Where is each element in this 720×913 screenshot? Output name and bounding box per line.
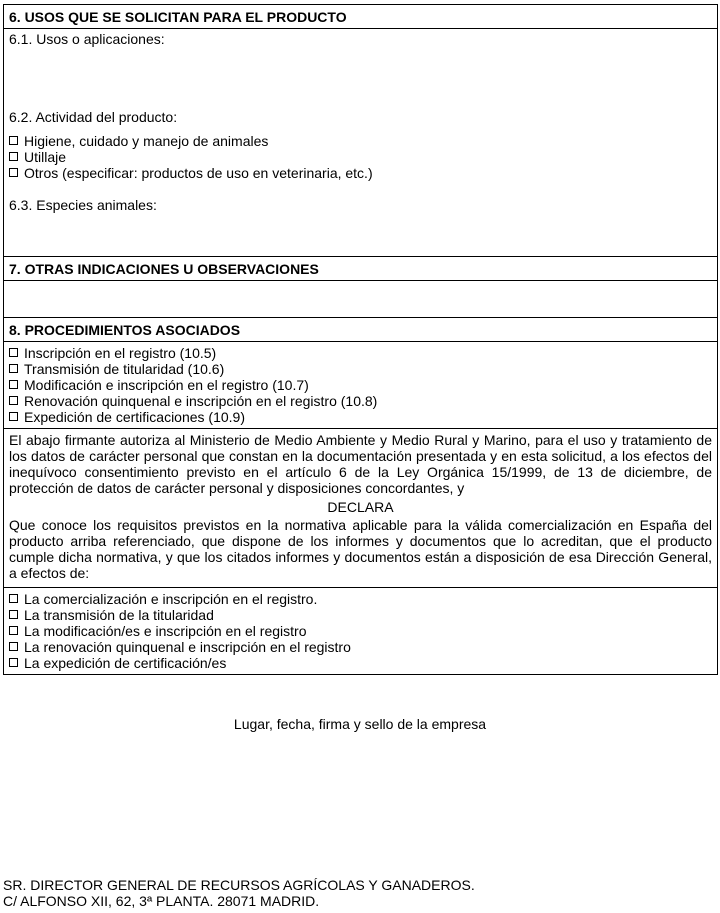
section-8-body (4, 342, 717, 429)
footer-address (3, 877, 475, 909)
checkbox-icon[interactable] (9, 364, 18, 373)
checkbox-icon[interactable] (9, 136, 18, 145)
checkbox-icon[interactable] (9, 396, 18, 405)
procedimiento-option[interactable] (9, 377, 712, 393)
option-label: Higiene, cuidado y manejo de animales (24, 133, 269, 149)
efecto-option[interactable] (9, 639, 712, 655)
option-label: Otros (especificar: productos de uso en veterinaria, etc.) (24, 165, 373, 181)
option-label: Transmisión de titularidad (10.6) (24, 361, 225, 377)
actividad-option[interactable] (9, 149, 712, 165)
efectos-body (4, 588, 717, 675)
option-label: Renovación quinquenal e inscripción en el registro (10.8) (24, 393, 378, 409)
checkbox-icon[interactable] (9, 610, 18, 619)
section-6-body (4, 29, 717, 257)
procedimiento-option[interactable] (9, 409, 712, 425)
procedimiento-option[interactable] (9, 345, 712, 361)
declaration-text: Que conoce los requisitos previstos en la normativa aplicable para la válida comercialización en España del producto arriba referenciado, que dispone de los informes y documentos que lo acreditan, que el producto cumple dicha normativa, y que los citados informes y documentos están a disposición de esa Dirección General, a efectos de: (9, 517, 712, 581)
authorization-text: El abajo firmante autoriza al Ministerio de Medio Ambiente y Medio Rural y Marino, para el uso y tratamiento de los datos de carácter personal que constan en la documentación presentada y en esta solicitud, a los efectos del inequívoco consentimiento previsto en el artículo 6 de la Ley Orgánica 15/1999, de 13 de diciembre, de protección de datos de carácter personal y disposiciones concordantes, y (9, 432, 712, 496)
option-label: Utillaje (24, 149, 67, 165)
checkbox-icon[interactable] (9, 642, 18, 651)
checkbox-icon[interactable] (9, 348, 18, 357)
checkbox-icon[interactable] (9, 626, 18, 635)
checkbox-icon[interactable] (9, 658, 18, 667)
option-label: Modificación e inscripción en el registro (10.7) (24, 377, 309, 393)
section-8-header: 8. PROCEDIMIENTOS ASOCIADOS (4, 318, 717, 342)
efecto-option[interactable] (9, 655, 712, 671)
procedimiento-option[interactable] (9, 393, 712, 409)
observaciones-field[interactable] (4, 281, 717, 318)
checkbox-icon[interactable] (9, 412, 18, 421)
actividad-option[interactable] (9, 133, 712, 149)
option-label: La modificación/es e inscripción en el registro (24, 623, 307, 639)
section-7-header: 7. OTRAS INDICACIONES U OBSERVACIONES (4, 257, 717, 281)
checkbox-icon[interactable] (9, 152, 18, 161)
option-label: La comercialización e inscripción en el registro. (24, 591, 318, 607)
footer-recipient: SR. DIRECTOR GENERAL DE RECURSOS AGRÍCOLAS Y GANADEROS. (3, 877, 475, 893)
actividad-label: 6.2. Actividad del producto: (9, 109, 178, 125)
application-form (3, 4, 718, 675)
declaration-block (4, 429, 717, 588)
procedimiento-option[interactable] (9, 361, 712, 377)
checkbox-icon[interactable] (9, 168, 18, 177)
checkbox-icon[interactable] (9, 380, 18, 389)
option-label: Expedición de certificaciones (10.9) (24, 409, 246, 425)
section-6-header: 6. USOS QUE SE SOLICITAN PARA EL PRODUCTO (4, 5, 717, 29)
checkbox-icon[interactable] (9, 594, 18, 603)
declara-heading: DECLARA (327, 499, 394, 515)
actividad-option[interactable] (9, 165, 712, 181)
option-label: La transmisión de la titularidad (24, 607, 214, 623)
footer-street: C/ ALFONSO XII, 62, 3ª PLANTA. 28071 MADRID. (3, 893, 320, 909)
efecto-option[interactable] (9, 591, 712, 607)
option-label: La renovación quinquenal e inscripción en el registro (24, 639, 351, 655)
option-label: La expedición de certificación/es (24, 655, 227, 671)
signature-label: Lugar, fecha, firma y sello de la empresa (233, 716, 487, 732)
usos-label: 6.1. Usos o aplicaciones: (9, 31, 165, 47)
especies-label: 6.3. Especies animales: (9, 197, 157, 213)
option-label: Inscripción en el registro (10.5) (24, 345, 217, 361)
efecto-option[interactable] (9, 623, 712, 639)
efecto-option[interactable] (9, 607, 712, 623)
